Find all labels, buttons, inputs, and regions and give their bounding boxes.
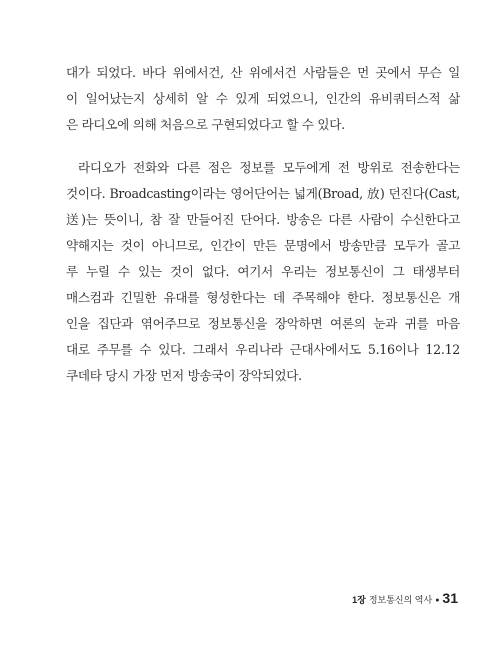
text-line: 대가 되었다. 바다 위에서건, 산 위에서건 사람들은 먼 곳에서 무슨 일 xyxy=(66,65,460,80)
text-line: 대로 주무를 수 있다. 그래서 우리나라 근대사에서도 5.16이나 12.12 xyxy=(66,342,460,357)
page-footer xyxy=(352,590,458,610)
text-line: 것이다. Broadcasting이라는 영어단어는 넓게(Broad, 放) 던진다(Cast, xyxy=(66,186,460,201)
text-line: 약해지는 것이 아니므로, 인간이 만든 문명에서 방송만큼 모두가 골고 xyxy=(66,238,460,253)
chapter-label: 1장 xyxy=(352,595,366,605)
text-line: 送)는 뜻이니, 참 잘 만들어진 단어다. 방송은 다른 사람이 수신한다고 xyxy=(66,212,460,227)
page-number: 31 xyxy=(442,590,458,606)
chapter-title: 정보통신의 역사 xyxy=(368,595,433,605)
bullet-icon: ● xyxy=(435,597,440,604)
paragraph-2 xyxy=(66,155,460,389)
text-line: 이 일어났는지 상세히 알 수 있게 되었으니, 인간의 유비쿼터스적 삶 xyxy=(66,91,460,106)
paragraph-1 xyxy=(66,60,460,138)
text-line: 쿠데타 당시 가장 먼저 방송국이 장악되었다. xyxy=(66,368,302,383)
text-line: 루 누릴 수 있는 것이 없다. 여기서 우리는 정보통신이 그 태생부터 xyxy=(66,264,460,279)
text-line: 라디오가 전화와 다른 점은 정보를 모두에게 전 방위로 전송한다는 xyxy=(78,160,460,175)
text-line: 매스컴과 긴밀한 유대를 형성한다는 데 주목해야 한다. 정보통신은 개 xyxy=(66,290,460,305)
text-line: 인을 집단과 엮어주므로 정보통신을 장악하면 여론의 눈과 귀를 마음 xyxy=(66,316,460,331)
text-line: 은 라디오에 의해 처음으로 구현되었다고 할 수 있다. xyxy=(66,117,345,132)
